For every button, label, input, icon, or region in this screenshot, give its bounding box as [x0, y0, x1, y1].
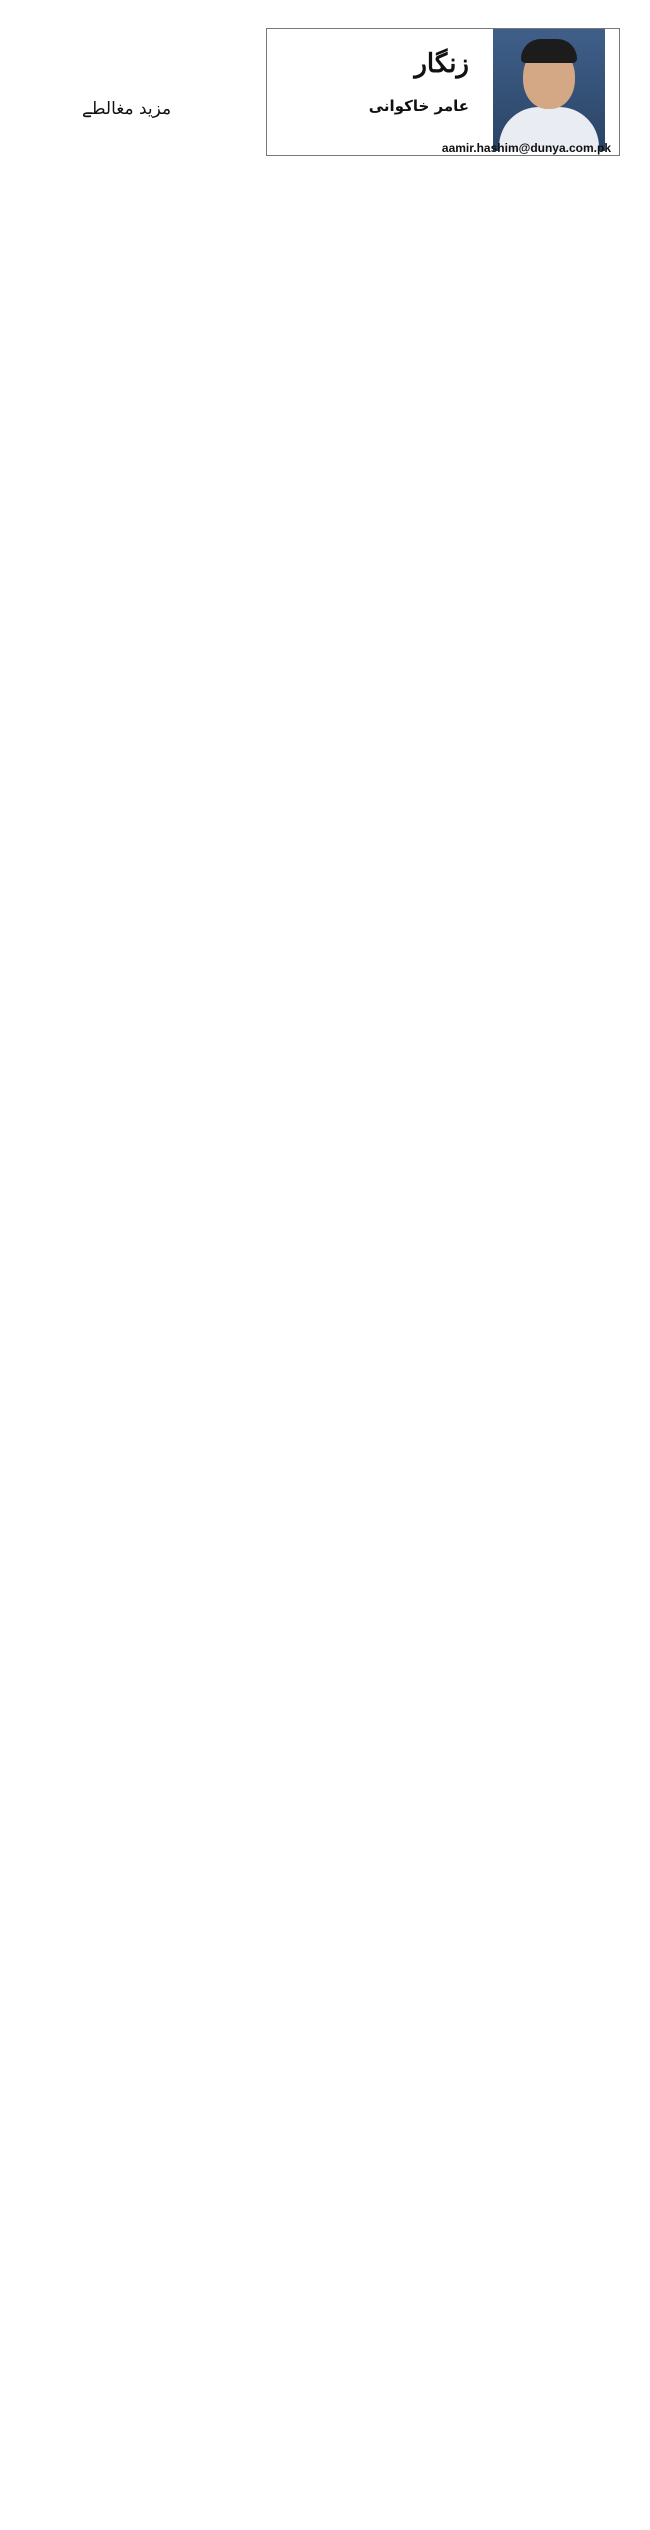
author-email: aamir.hashim@dunya.com.pk — [441, 141, 611, 155]
author-photo — [493, 29, 605, 151]
article-title: مزید مغالطے — [82, 99, 172, 119]
columnist-masthead — [266, 28, 620, 156]
author-name: عامر خاکوانی — [368, 97, 469, 115]
article-header — [22, 20, 628, 170]
column-brand: زنگار — [414, 49, 469, 79]
